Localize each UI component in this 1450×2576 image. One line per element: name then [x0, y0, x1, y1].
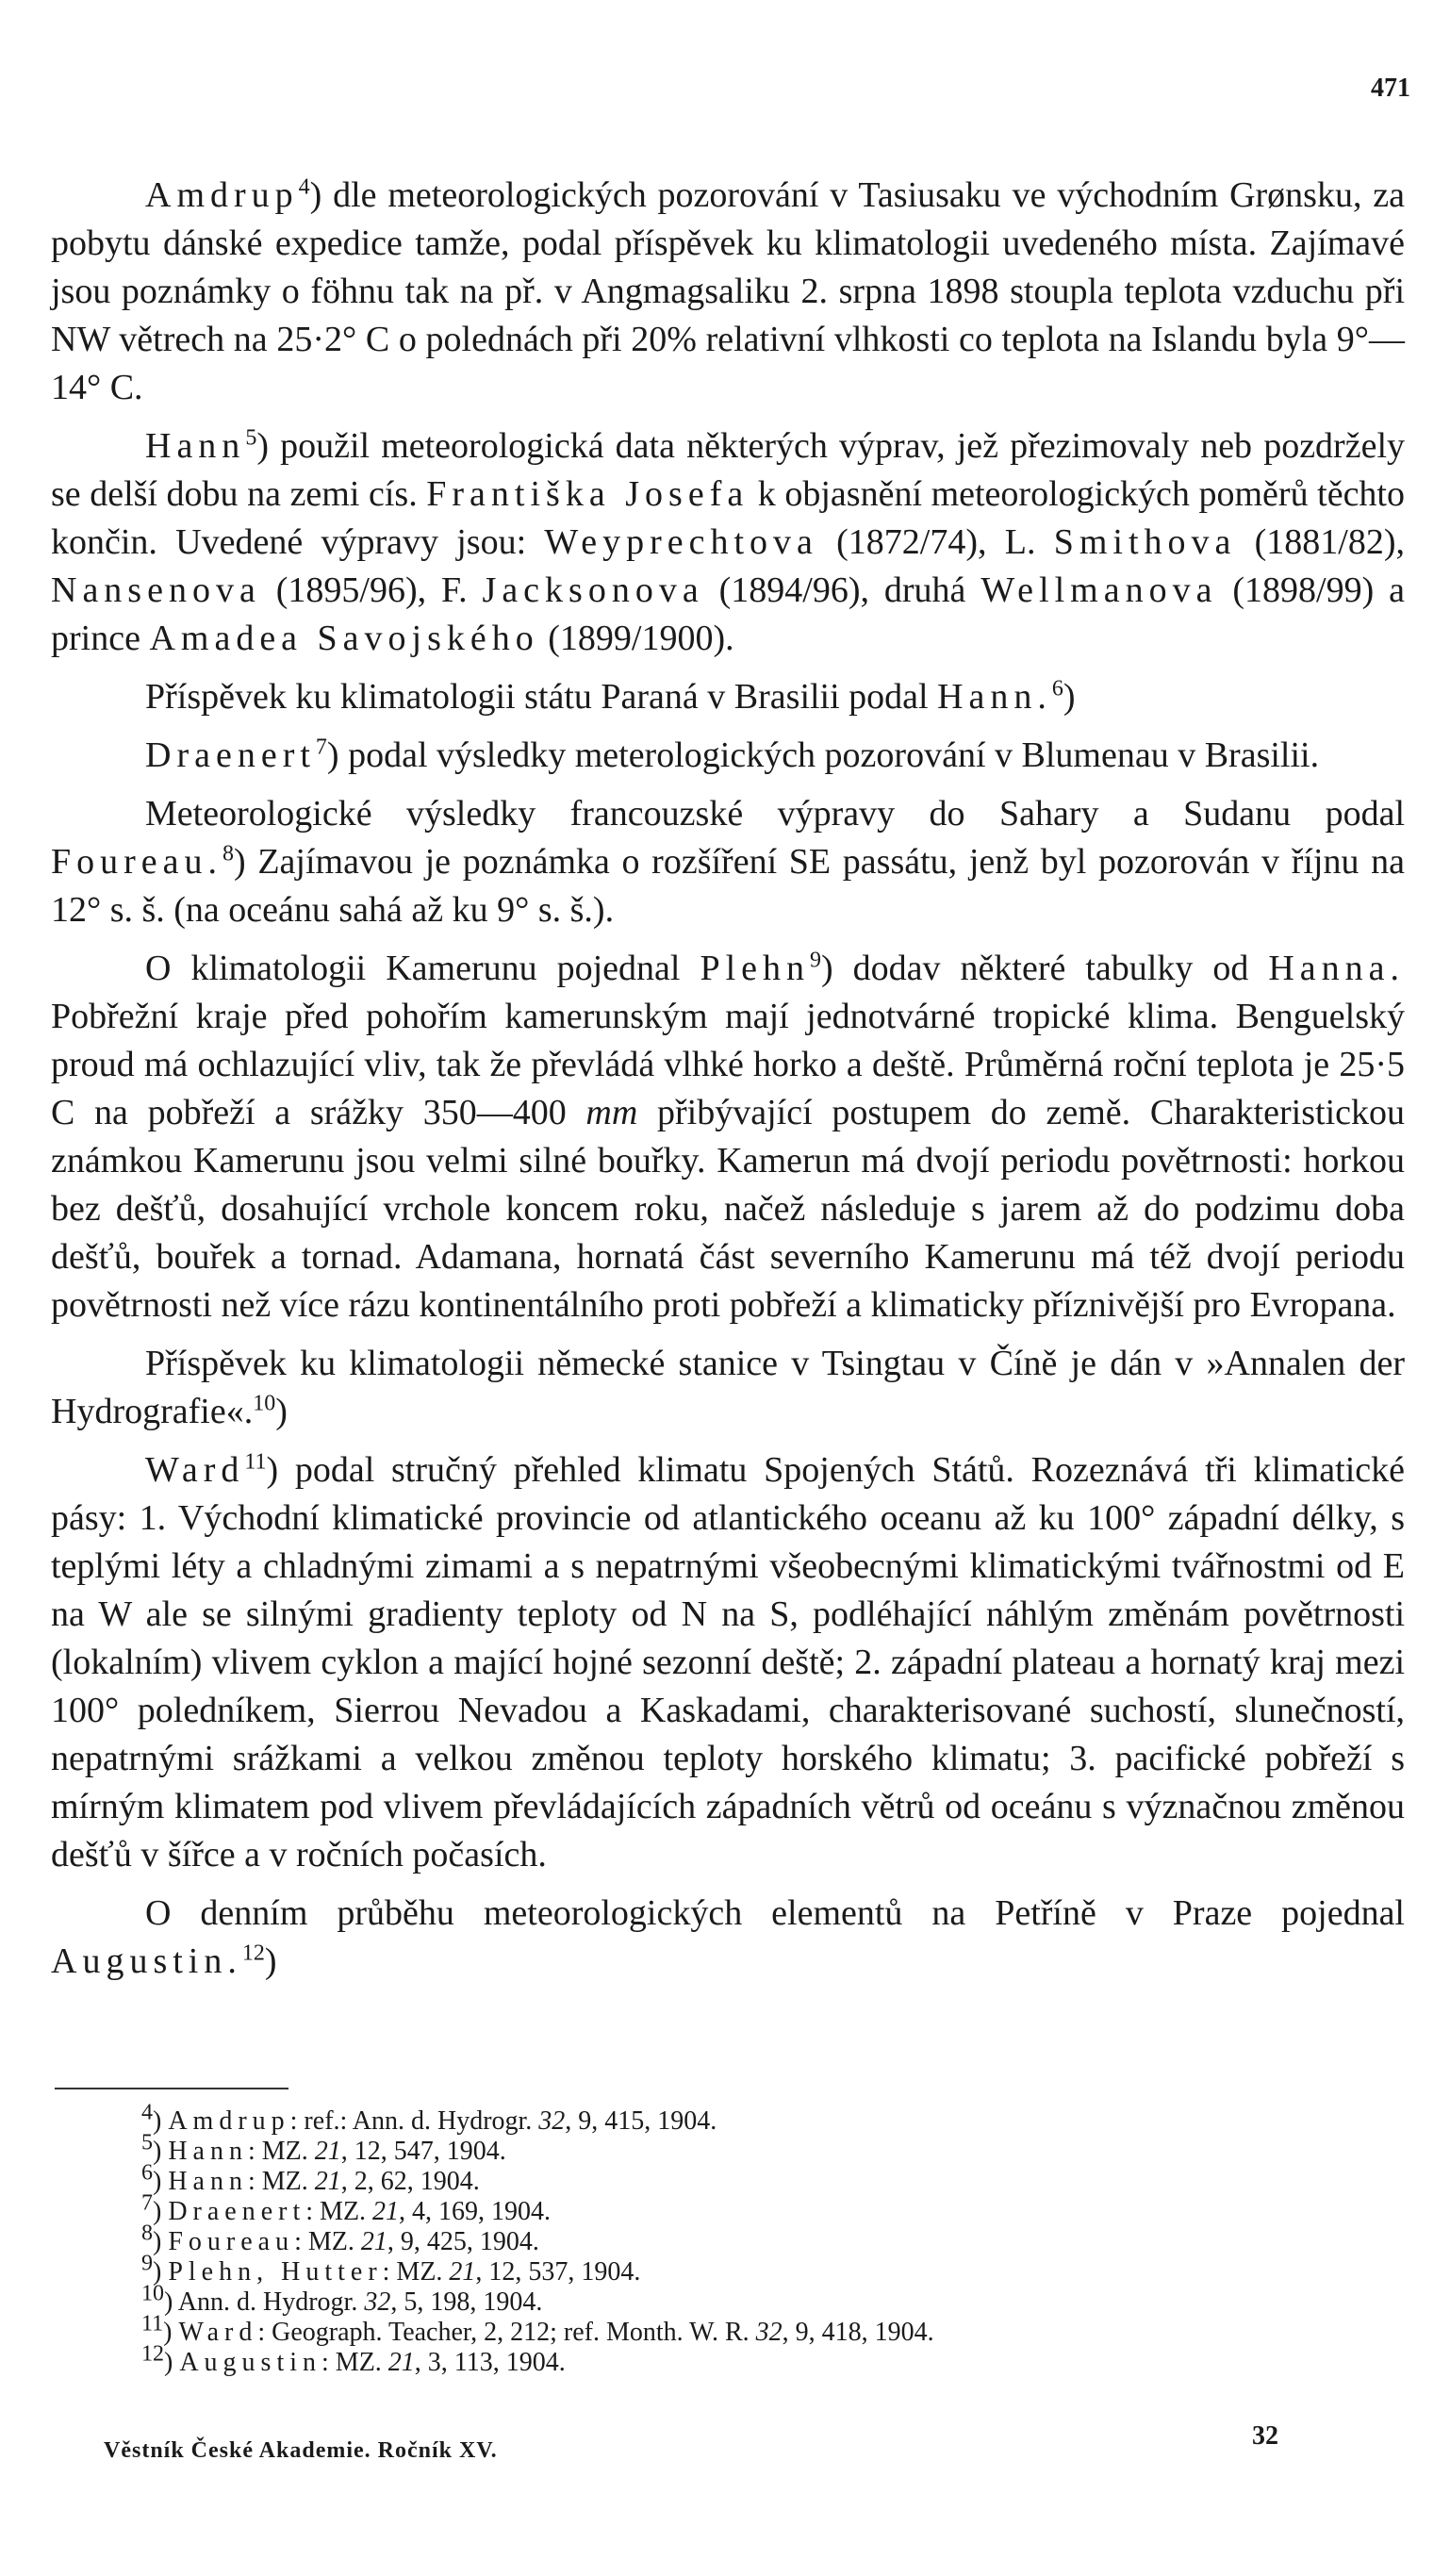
- text-run: ) dodav některé tabulky od: [821, 949, 1269, 988]
- spaced-name: Foureau: [168, 2227, 295, 2256]
- text-run: : Geograph. Teacher, 2, 212; ref. Month. W. R.: [257, 2318, 756, 2347]
- article-body: [51, 172, 1405, 1996]
- text-run: , 9, 418, 1904.: [782, 2318, 934, 2347]
- text-run: , 9, 425, 1904.: [387, 2227, 539, 2256]
- footnote: [141, 2160, 1367, 2197]
- text-run: ) Ann. d. Hydrogr.: [164, 2287, 365, 2317]
- footnote-divider: [55, 2088, 288, 2089]
- text-run: , 3, 113, 1904.: [414, 2348, 566, 2377]
- text-run: Příspěvek ku klimatologii státu Paraná v Brasilii podal: [145, 677, 938, 717]
- italic-text: mm: [585, 1093, 638, 1132]
- text-run: Meteorologické výsledky francouzské výpravy do Sahary a Sudanu podal: [145, 794, 1405, 834]
- text-run: ) Zajímavou je poznámka o rozšíření SE passátu, jenž byl pozorován v říjnu na 12° s. š. (na oceánu sahá až ku 9° s. š.).: [51, 842, 1405, 930]
- journal-footer: Věstník České Akademie. Ročník XV.: [104, 2438, 498, 2463]
- text-run: ): [164, 2348, 180, 2377]
- italic-text: 21: [360, 2227, 387, 2256]
- spaced-name: Draenert: [168, 2197, 306, 2226]
- footnote: [141, 2130, 1367, 2167]
- footnote: [141, 2190, 1367, 2227]
- text-run: ): [153, 2257, 169, 2287]
- text-run: (1894/96), druhá: [703, 570, 981, 610]
- spaced-name: Hann: [168, 2167, 248, 2196]
- text-run: , 5, 198, 1904.: [390, 2287, 543, 2317]
- spaced-name: Nansenova: [51, 570, 261, 610]
- text-run: ): [153, 2106, 169, 2136]
- footnote: [141, 2341, 1367, 2378]
- footnote: [141, 2311, 1367, 2348]
- text-run: (1898/99) a prince: [51, 570, 1406, 658]
- spaced-name: Plehn, Hutter: [168, 2257, 383, 2287]
- spaced-name: Hann: [168, 2137, 248, 2166]
- footnote-reference: 8: [222, 841, 235, 867]
- text-run: : ref.: Ann. d. Hydrogr.: [289, 2106, 539, 2136]
- footnote-reference: 5: [245, 425, 257, 451]
- spaced-name: Wellmanova: [980, 570, 1218, 610]
- spaced-name: Foureau.: [51, 842, 223, 882]
- text-run: k objasnění meteorologických poměrů těchto končin. Uvedené výpravy jsou:: [51, 474, 1405, 562]
- paragraph: [51, 1890, 1405, 1986]
- text-run: ) použil meteorologická data některých výprav, jež přezimovaly neb pozdržely se delší dobu na zemi cís.: [51, 426, 1405, 514]
- text-run: ): [153, 2227, 169, 2256]
- spaced-name: Plehn: [700, 949, 811, 988]
- text-run: ): [163, 2318, 179, 2347]
- footnotes: [141, 2100, 1367, 2378]
- footnote-marker: 4: [141, 2100, 153, 2125]
- text-run: , 2, 62, 1904.: [340, 2167, 480, 2196]
- footnote-reference: 11: [244, 1449, 267, 1475]
- sheet-signature: 32: [1252, 2421, 1278, 2451]
- text-run: : MZ.: [247, 2167, 315, 2196]
- footnote-reference: 9: [810, 948, 822, 973]
- paragraph: [51, 945, 1405, 1329]
- italic-text: 21: [314, 2137, 341, 2166]
- footnote-reference: 10: [253, 1391, 276, 1416]
- footnote-marker: 10: [141, 2281, 164, 2306]
- italic-text: 32: [538, 2106, 566, 2136]
- footnote-reference: 12: [241, 1940, 265, 1966]
- text-run: ): [153, 2137, 169, 2166]
- page-number: 471: [1371, 74, 1410, 103]
- footnote-marker: 9: [141, 2251, 153, 2276]
- text-run: ): [275, 1392, 288, 1431]
- spaced-name: Amdrup: [145, 175, 299, 215]
- spaced-name: Augustin.: [51, 1941, 242, 1981]
- text-run: Příspěvek ku klimatologii německé stanice v Tsingtau v Číně je dán v »Annalen der Hydrografie«.: [51, 1344, 1405, 1431]
- footnote-reference: 7: [315, 735, 327, 760]
- spaced-name: Ward: [178, 2318, 258, 2347]
- text-run: , 9, 415, 1904.: [565, 2106, 717, 2136]
- text-run: , 12, 537, 1904.: [475, 2257, 641, 2287]
- spaced-name: Ward: [145, 1450, 245, 1490]
- spaced-name: Amadea Savojského: [149, 619, 539, 658]
- text-run: ): [153, 2197, 169, 2226]
- text-run: ): [1063, 677, 1076, 717]
- text-run: (1872/74), L.: [817, 522, 1054, 562]
- text-run: : MZ.: [382, 2257, 450, 2287]
- footnote: [141, 2281, 1367, 2318]
- footnote: [141, 2251, 1367, 2287]
- text-run: O klimatologii Kamerunu pojednal: [145, 949, 700, 988]
- italic-text: 32: [755, 2318, 783, 2347]
- footnote-reference: 4: [298, 174, 310, 200]
- text-run: , 12, 547, 1904.: [340, 2137, 506, 2166]
- spaced-name: Jacksonova: [482, 570, 704, 610]
- italic-text: 21: [372, 2197, 400, 2226]
- text-run: O denním průběhu meteorologických elementů na Petříně v Praze pojednal: [145, 1893, 1405, 1933]
- spaced-name: Smithova: [1053, 522, 1237, 562]
- text-run: ) dle meteorologických pozorování v Tasiusaku ve východním Grønsku, za pobytu dánské expedice tamže, podal příspěvek ku klimatologii uvedeného místa. Zajímavé jsou poznámky o föhnu tak na př. v Angmagsaliku 2. srpna 1898 stoupla teplota vzduchu při NW větrech na 25·2° C o polednách při 20% relativní vlhkosti co teplota na Islandu byla 9°—14° C.: [51, 175, 1405, 407]
- footnote-marker: 12: [141, 2341, 164, 2367]
- text-run: ) podal stručný přehled klimatu Spojených Států. Rozeznává tři klimatické pásy: 1. Východní klimatické provincie od atlantického oceanu až ku 100° západní délky, s teplými léty a chladnými zimami a s nepatrnými všeobecnými klimatickými tvářnostmi od E na W ale se silnými gradienty teploty od N na S, podléhající náhlým změnám povětrnosti (lokalním) vlivem cyklon a mající hojné sezonní deště; 2. západní plateau a hornatý kraj mezi 100° poledníkem, Sierrou Nevadou a Kaskadami, charakterisované suchostí, slunečností, nepatrnými srážkami a velkou změnou teploty horského klimatu; 3. pacifické pobřeží s mírným klimatem pod vlivem převládajících západních větrů od oceánu s význačnou změnou dešťů v šířce a v ročních počasích.: [51, 1450, 1405, 1874]
- text-run: ): [153, 2167, 169, 2196]
- text-run: (1895/96), F.: [260, 570, 483, 610]
- text-run: : MZ.: [247, 2137, 315, 2166]
- text-run: ): [264, 1941, 277, 1981]
- spaced-name: Hann.: [937, 677, 1052, 717]
- spaced-name: Hanna.: [1268, 949, 1406, 988]
- spaced-name: Augustin: [179, 2348, 322, 2377]
- footnote: [141, 2221, 1367, 2257]
- footnote: [141, 2100, 1367, 2137]
- text-run: : MZ.: [321, 2348, 388, 2377]
- spaced-name: Amdrup: [168, 2106, 290, 2136]
- paragraph: [51, 172, 1405, 412]
- paragraph: [51, 422, 1405, 663]
- text-run: ) podal výsledky meterologických pozorování v Blumenau v Brasilii.: [326, 735, 1320, 775]
- text-run: : MZ.: [294, 2227, 361, 2256]
- footnote-marker: 8: [141, 2221, 153, 2246]
- text-run: , 4, 169, 1904.: [399, 2197, 552, 2226]
- spaced-name: Weyprechtova: [544, 522, 818, 562]
- italic-text: 21: [449, 2257, 476, 2287]
- paragraph: [51, 673, 1405, 721]
- italic-text: 21: [314, 2167, 341, 2196]
- spaced-name: Hann: [145, 426, 246, 466]
- footnote-marker: 5: [141, 2130, 153, 2155]
- text-run: Pobřežní kraje před pohořím kamerunským mají jednotvárné tropické klima. Benguelský proud má ochlazující vliv, tak že převládá vlhké horko a deště. Průměrná roční teplota je 25·5 C na pobřeží a srážky 350—400: [51, 997, 1405, 1132]
- footnote-marker: 7: [141, 2190, 153, 2216]
- footnote-reference: 6: [1051, 676, 1063, 702]
- text-run: přibývající postupem do země. Charakteristickou známkou Kamerunu jsou velmi silné bouřky. Kamerun má dvojí periodu povětrnosti: horkou bez dešťů, dosahující vrchole koncem roku, načež následuje s jarem až do podzimu doba dešťů, bouřek a tornad. Adamana, hornatá část severního Kamerunu má též dvojí periodu povětrnosti než více rázu kontinentálního proti pobřeží a klimaticky příznivější pro Evropana.: [51, 1093, 1406, 1325]
- italic-text: 21: [387, 2348, 415, 2377]
- footnote-marker: 6: [141, 2160, 153, 2186]
- paragraph: [51, 790, 1405, 934]
- spaced-name: Františka Josefa: [426, 474, 750, 514]
- text-run: (1881/82),: [1236, 522, 1406, 562]
- paragraph: [51, 732, 1405, 780]
- spaced-name: Draenert: [145, 735, 316, 775]
- italic-text: 32: [364, 2287, 391, 2317]
- paragraph: [51, 1446, 1405, 1879]
- paragraph: [51, 1340, 1405, 1436]
- text-run: (1899/1900).: [538, 619, 734, 658]
- text-run: : MZ.: [305, 2197, 373, 2226]
- footnote-marker: 11: [141, 2311, 164, 2337]
